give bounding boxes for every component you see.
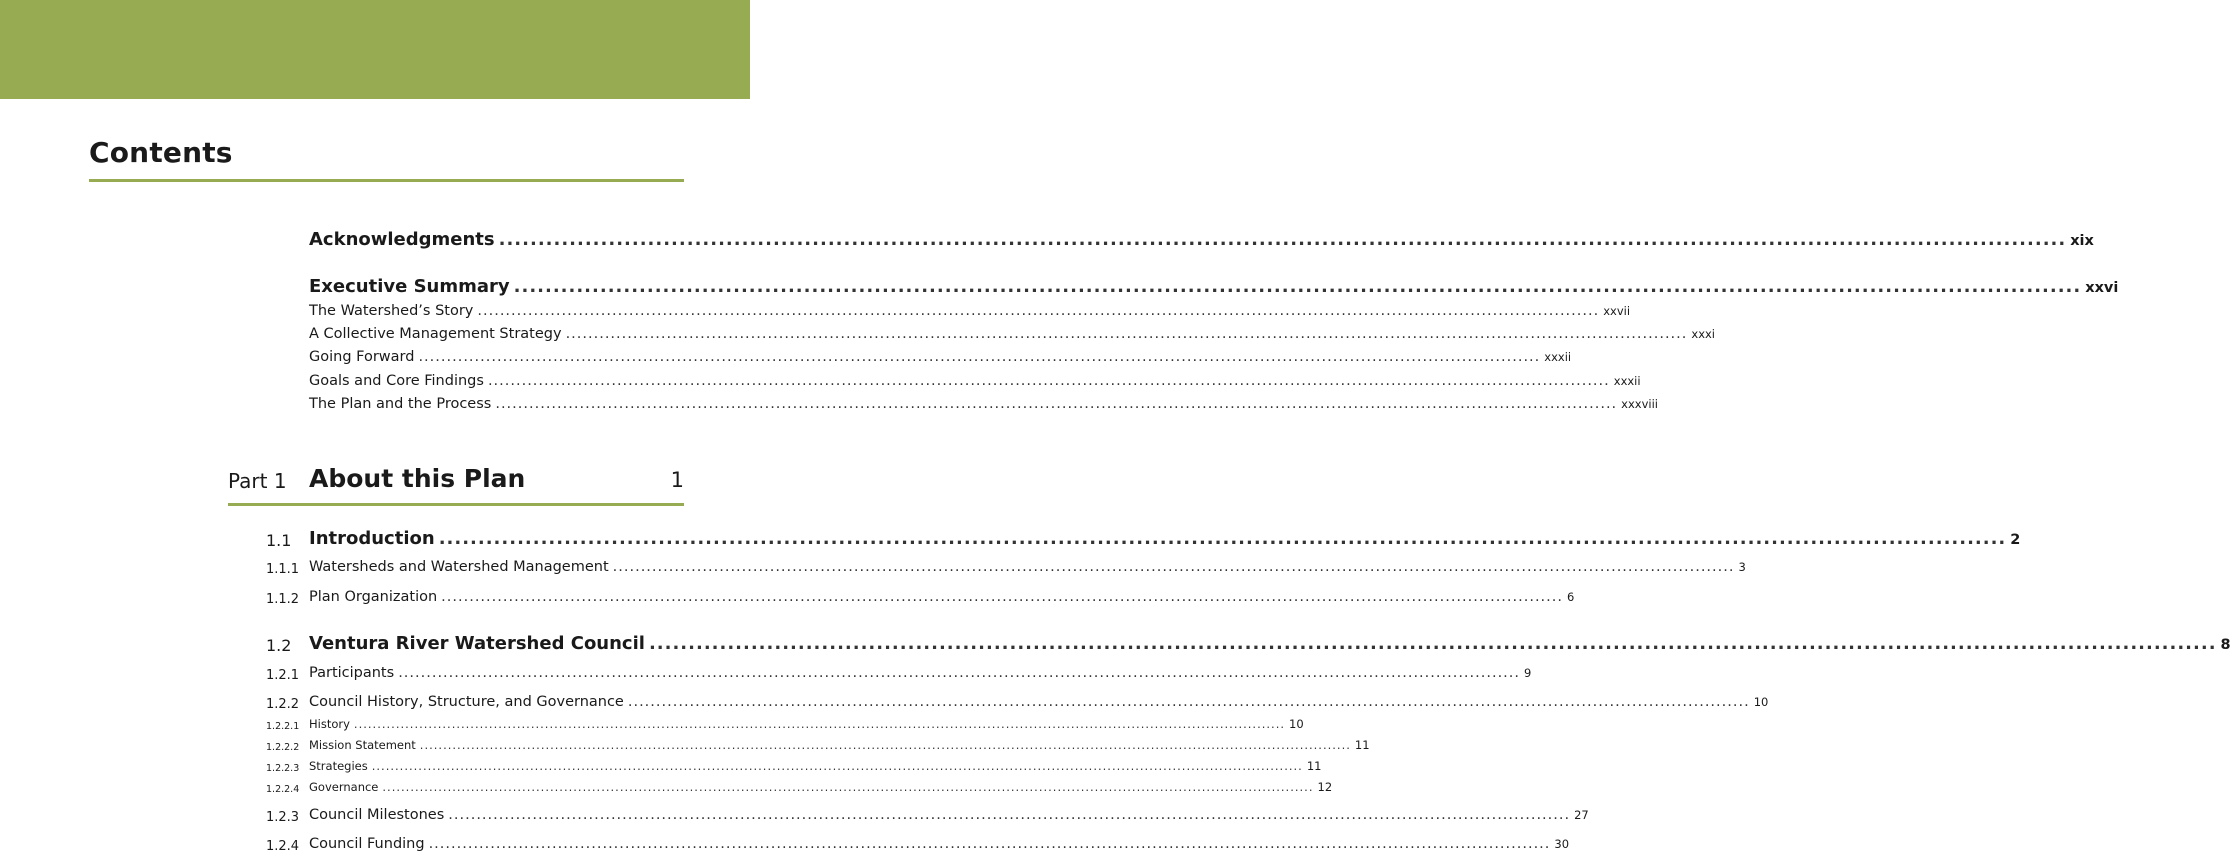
toc-entry-watershed-management[interactable]: Watersheds and Watershed Management ........................................................................................................................................................................................................ 3 <box>309 559 1746 575</box>
toc-entry-going-forward[interactable]: Going Forward ........................................................................................................................................................................................................ xxxii <box>309 349 1572 365</box>
toc-entry-governance[interactable]: Governance ........................................................................................................................................................................................................ 12 <box>309 780 1333 794</box>
toc-entry-acknowledgments[interactable]: Acknowledgments ........................................................................................................................................................................................................ xix <box>309 229 2094 250</box>
dot-leader: ........................................................................................................................................................................................................ <box>418 349 1541 365</box>
toc-entry-strategies[interactable]: Strategies ........................................................................................................................................................................................................ 11 <box>309 759 1322 773</box>
part-title[interactable]: About this Plan <box>309 464 526 493</box>
dot-leader: ........................................................................................................................................................................................................ <box>648 633 2217 654</box>
section-number: 1.1.1 <box>266 562 300 577</box>
section-number: 1.1 <box>266 531 292 550</box>
dot-leader: ........................................................................................................................................................................................................ <box>382 780 1314 794</box>
dot-leader: ........................................................................................................................................................................................................ <box>513 276 2082 297</box>
dot-leader: ........................................................................................................................................................................................................ <box>398 665 1521 681</box>
title-rule <box>89 179 684 182</box>
section-number: 1.2.3 <box>266 810 300 825</box>
toc-entry-council-history[interactable]: Council History, Structure, and Governance ........................................................................................................................................................................................................ 10 <box>309 694 1769 710</box>
toc-entry-collective-strategy[interactable]: A Collective Management Strategy ........................................................................................................................................................................................................ xxxi <box>309 326 1716 342</box>
part-rule <box>228 503 684 506</box>
toc-entry-history[interactable]: History ........................................................................................................................................................................................................ 10 <box>309 717 1304 731</box>
toc-entry-plan-organization[interactable]: Plan Organization ........................................................................................................................................................................................................ 6 <box>309 589 1575 605</box>
dot-leader: ........................................................................................................................................................................................................ <box>448 807 1571 823</box>
header-band <box>0 0 750 99</box>
page-title: Contents <box>89 136 233 169</box>
toc-entry-council-milestones[interactable]: Council Milestones ........................................................................................................................................................................................................ 27 <box>309 807 1589 823</box>
section-number: 1.2.1 <box>266 668 300 683</box>
section-number: 1.1.2 <box>266 592 300 607</box>
dot-leader: ........................................................................................................................................................................................................ <box>438 528 2007 549</box>
dot-leader: ........................................................................................................................................................................................................ <box>495 396 1618 412</box>
section-number: 1.2.2.1 <box>266 721 300 732</box>
part-number: Part 1 <box>228 469 287 493</box>
dot-leader: ........................................................................................................................................................................................................ <box>612 559 1735 575</box>
toc-entry-mission-statement[interactable]: Mission Statement ........................................................................................................................................................................................................ 11 <box>309 738 1370 752</box>
dot-leader: ........................................................................................................................................................................................................ <box>498 229 2067 250</box>
dot-leader: ........................................................................................................................................................................................................ <box>419 738 1351 752</box>
section-number: 1.2.2.3 <box>266 763 300 774</box>
toc-entry-introduction[interactable]: Introduction ........................................................................................................................................................................................................ 2 <box>309 528 2021 549</box>
toc-entry-executive-summary[interactable]: Executive Summary ........................................................................................................................................................................................................ xxvi <box>309 276 2119 297</box>
section-number: 1.2 <box>266 636 292 655</box>
dot-leader: ........................................................................................................................................................................................................ <box>627 694 1750 710</box>
section-number: 1.2.2 <box>266 697 300 712</box>
toc-entry-council-funding[interactable]: Council Funding ........................................................................................................................................................................................................ 30 <box>309 836 1570 852</box>
toc-entry-participants[interactable]: Participants ........................................................................................................................................................................................................ 9 <box>309 665 1532 681</box>
toc-entry-watershed-council[interactable]: Ventura River Watershed Council ........................................................................................................................................................................................................ 8 <box>309 633 2231 654</box>
toc-entry-watersheds-story[interactable]: The Watershed’s Story ........................................................................................................................................................................................................ xxvii <box>309 303 1631 319</box>
dot-leader: ........................................................................................................................................................................................................ <box>428 836 1551 852</box>
section-number: 1.2.2.2 <box>266 742 300 753</box>
dot-leader: ........................................................................................................................................................................................................ <box>441 589 1563 605</box>
dot-leader: ........................................................................................................................................................................................................ <box>487 373 1610 389</box>
dot-leader: ........................................................................................................................................................................................................ <box>565 326 1688 342</box>
dot-leader: ........................................................................................................................................................................................................ <box>371 759 1303 773</box>
dot-leader: ........................................................................................................................................................................................................ <box>477 303 1600 319</box>
section-number: 1.2.2.4 <box>266 784 300 795</box>
dot-leader: ........................................................................................................................................................................................................ <box>353 717 1286 731</box>
section-number: 1.2.4 <box>266 839 300 854</box>
toc-entry-plan-process[interactable]: The Plan and the Process ........................................................................................................................................................................................................ xxxviii <box>309 396 1658 412</box>
toc-entry-goals-findings[interactable]: Goals and Core Findings ........................................................................................................................................................................................................ xxxii <box>309 373 1641 389</box>
part-page: 1 <box>670 468 684 492</box>
